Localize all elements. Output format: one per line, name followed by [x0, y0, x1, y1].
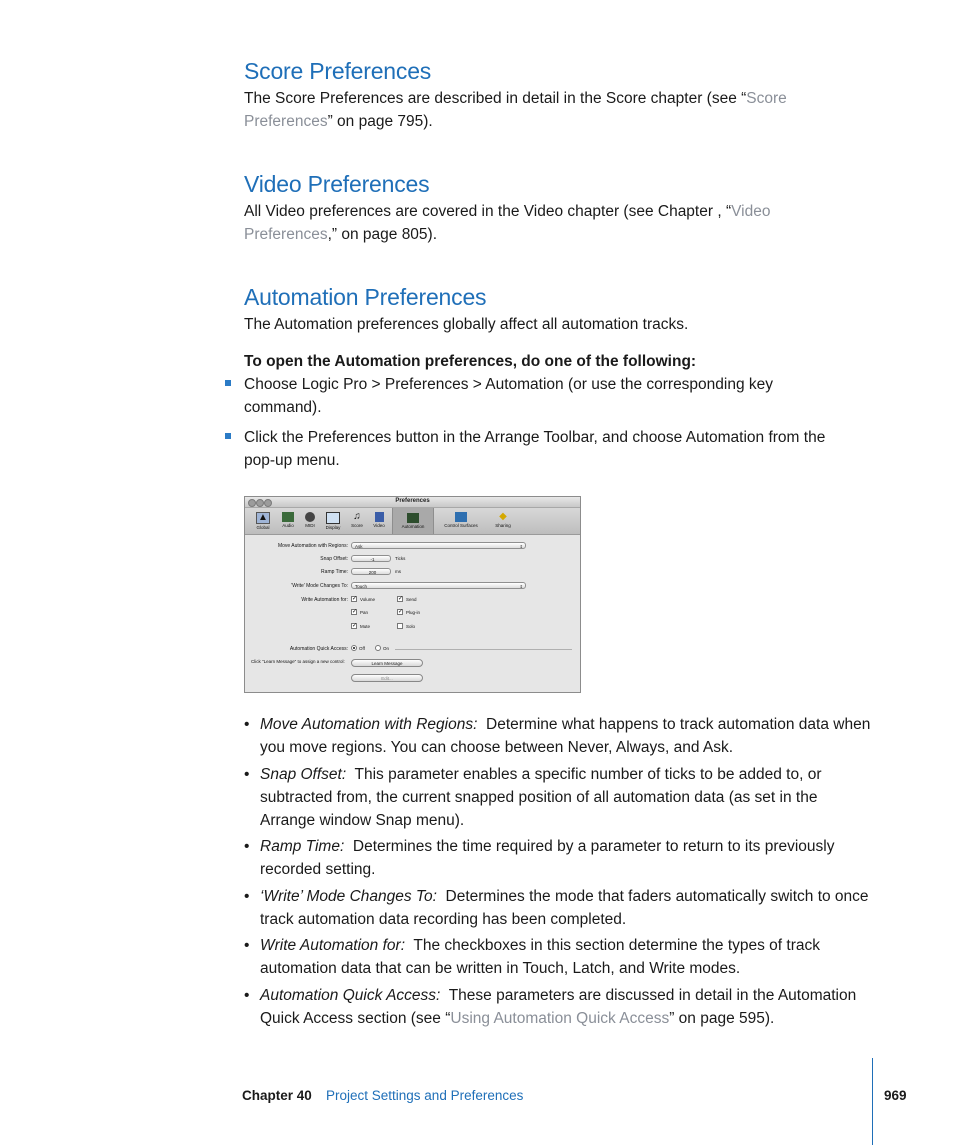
heading-score-preferences: Score Preferences	[244, 58, 432, 84]
toolbar-automation[interactable]	[392, 508, 434, 534]
step-1: Choose Logic Pro > Preferences > Automation (or use the corresponding key command).	[244, 376, 774, 416]
term: Automation Quick Access:	[260, 987, 441, 1004]
list-item	[244, 763, 874, 832]
value: 200	[368, 570, 377, 575]
toolbar-score[interactable]	[347, 510, 367, 532]
bullet-icon: •	[244, 888, 250, 905]
value: Ask	[355, 544, 363, 549]
quick-access-on-radio[interactable]	[375, 645, 381, 651]
ramp-time-label: Ramp Time:	[321, 569, 348, 575]
value: -1	[370, 557, 375, 562]
toolbar-sharing[interactable]	[489, 510, 517, 532]
learn-message-button[interactable]: Learn Message	[351, 659, 423, 667]
toolbar-midi[interactable]	[301, 510, 319, 532]
bullet-icon: •	[244, 838, 250, 855]
snap-offset-label: Snap Offset:	[320, 556, 348, 562]
video-preferences-text	[244, 200, 854, 246]
toolbar-display[interactable]	[321, 510, 345, 532]
sharing-icon: ◆	[499, 511, 507, 522]
label: Sharing	[495, 523, 511, 528]
automation-intro: The Automation preferences globally affect all automation tracks.	[244, 316, 689, 333]
bullet-icon: •	[244, 716, 250, 733]
bullet-icon: •	[244, 937, 250, 954]
description: Determines the mode that faders automatically switch to once track automation data recording has been completed.	[260, 888, 869, 928]
ramp-time-stepper[interactable]	[351, 568, 391, 575]
list-item	[244, 713, 874, 759]
text: ,” on page 805).	[327, 226, 438, 243]
divider	[395, 649, 572, 650]
bullet-icon: •	[244, 987, 250, 1004]
list-item	[244, 934, 874, 980]
plugin-checkbox[interactable]: ✓	[398, 609, 404, 615]
solo-checkbox[interactable]	[397, 623, 403, 629]
volume-checkbox-label: Volume	[360, 597, 376, 602]
score-preferences-link[interactable]: Score Preferences	[244, 90, 787, 130]
move-automation-label: Move Automation with Regions:	[277, 543, 348, 549]
bullet-square	[225, 433, 231, 439]
edit-button[interactable]: Edit...	[351, 674, 423, 682]
term: Move Automation with Regions:	[260, 716, 478, 733]
score-icon: ♫	[353, 511, 361, 522]
window-title: Preferences	[395, 498, 430, 504]
term: Snap Offset:	[260, 766, 347, 783]
move-automation-popup[interactable]	[351, 542, 526, 549]
label: Automation	[401, 524, 425, 529]
footer-divider	[872, 1058, 873, 1145]
ramp-time-unit: ms	[395, 569, 401, 574]
control-surfaces-icon	[455, 512, 467, 522]
display-icon	[326, 512, 340, 524]
page-number: 969	[884, 1088, 907, 1103]
preferences-toolbar	[245, 508, 580, 535]
text: All Video preferences are covered in the Video chapter (see Chapter , “	[244, 203, 732, 220]
label: Display	[325, 525, 341, 530]
text: The Score Preferences are described in detail in the Score chapter (see “	[244, 90, 747, 107]
write-mode-popup[interactable]	[351, 582, 526, 589]
toolbar-video[interactable]	[369, 510, 389, 532]
bullet-icon: •	[244, 766, 250, 783]
list-item	[244, 835, 874, 881]
video-icon	[375, 512, 384, 522]
heading-automation-preferences: Automation Preferences	[244, 284, 487, 310]
heading-video-preferences: Video Preferences	[244, 171, 430, 197]
mute-checkbox-label: Mute	[360, 624, 371, 629]
term: ‘Write’ Mode Changes To:	[260, 888, 437, 905]
description: These parameters are discussed in detail in the Automation Quick Access section (see “	[260, 987, 857, 1027]
automation-icon	[407, 513, 419, 523]
bullet-square	[225, 380, 231, 386]
global-icon: ▲	[256, 512, 270, 524]
title-bar	[245, 497, 580, 508]
quick-access-link[interactable]: Using Automation Quick Access	[450, 1010, 670, 1027]
write-mode-label: 'Write' Mode Changes To:	[291, 583, 348, 589]
toolbar-control-surfaces[interactable]	[434, 510, 488, 532]
description: ” on page 595).	[669, 1010, 775, 1027]
quick-access-label: Automation Quick Access:	[289, 646, 348, 652]
step-2: Click the Preferences button in the Arrange Toolbar, and choose Automation from the pop-up menu.	[244, 429, 826, 469]
pan-checkbox-label: Pan	[360, 610, 369, 615]
term: Ramp Time:	[260, 838, 345, 855]
label: Control Surfaces	[444, 523, 478, 528]
description: The checkboxes in this section determine the types of track automation data that can be written in Touch, Latch, and Write modes.	[260, 937, 821, 977]
popup-arrows-icon: ⇕	[519, 584, 523, 589]
snap-offset-unit: Ticks	[395, 556, 406, 561]
quick-access-off-label: Off	[359, 646, 365, 651]
footer-chapter: Chapter 40	[242, 1088, 312, 1103]
description: This parameter enables a specific number of ticks to be added to, or subtracted from, the current snapped position of all automation data (as set in the Arrange window Snap menu).	[260, 766, 822, 829]
label: Audio	[282, 523, 294, 528]
score-preferences-text	[244, 87, 854, 133]
plugin-checkbox-label: Plug-in	[406, 610, 421, 615]
toolbar-audio[interactable]	[277, 510, 299, 532]
video-preferences-link[interactable]: Video Preferences	[244, 203, 771, 243]
learn-message-hint: Click "Learn Message" to assign a new control:	[251, 659, 345, 664]
description: Determine what happens to track automation data when you move regions. You can choose between Never, Always, and Ask.	[260, 716, 871, 756]
quick-access-on-label: On	[383, 646, 390, 651]
send-checkbox-label: Send	[406, 597, 417, 602]
list-item	[244, 885, 874, 931]
term: Write Automation for:	[260, 937, 406, 954]
label: Global	[256, 525, 270, 530]
label: Video	[373, 523, 385, 528]
value: Touch	[355, 584, 368, 589]
send-checkbox[interactable]: ✓	[398, 596, 404, 602]
text: ” on page 795).	[327, 113, 433, 130]
popup-arrows-icon: ⇕	[519, 544, 523, 549]
label: Score	[351, 523, 363, 528]
solo-checkbox-label: Solo	[406, 624, 416, 629]
description: Determines the time required by a parameter to return to its previously recorded setting.	[260, 838, 835, 878]
midi-icon	[305, 512, 315, 522]
mute-checkbox[interactable]: ✓	[352, 623, 358, 629]
preferences-window-screenshot	[244, 496, 581, 693]
audio-icon	[282, 512, 294, 522]
pan-checkbox[interactable]: ✓	[352, 609, 358, 615]
footer-chapter-title[interactable]: Project Settings and Preferences	[326, 1088, 524, 1103]
quick-access-off-radio[interactable]	[351, 645, 357, 651]
volume-checkbox[interactable]: ✓	[352, 596, 358, 602]
list-item	[244, 984, 874, 1030]
task-heading: To open the Automation preferences, do one of the following:	[244, 353, 697, 370]
snap-offset-stepper[interactable]	[351, 555, 391, 562]
label: MIDI	[305, 523, 315, 528]
write-automation-label: Write Automation for:	[301, 597, 348, 603]
toolbar-global[interactable]	[251, 510, 275, 532]
